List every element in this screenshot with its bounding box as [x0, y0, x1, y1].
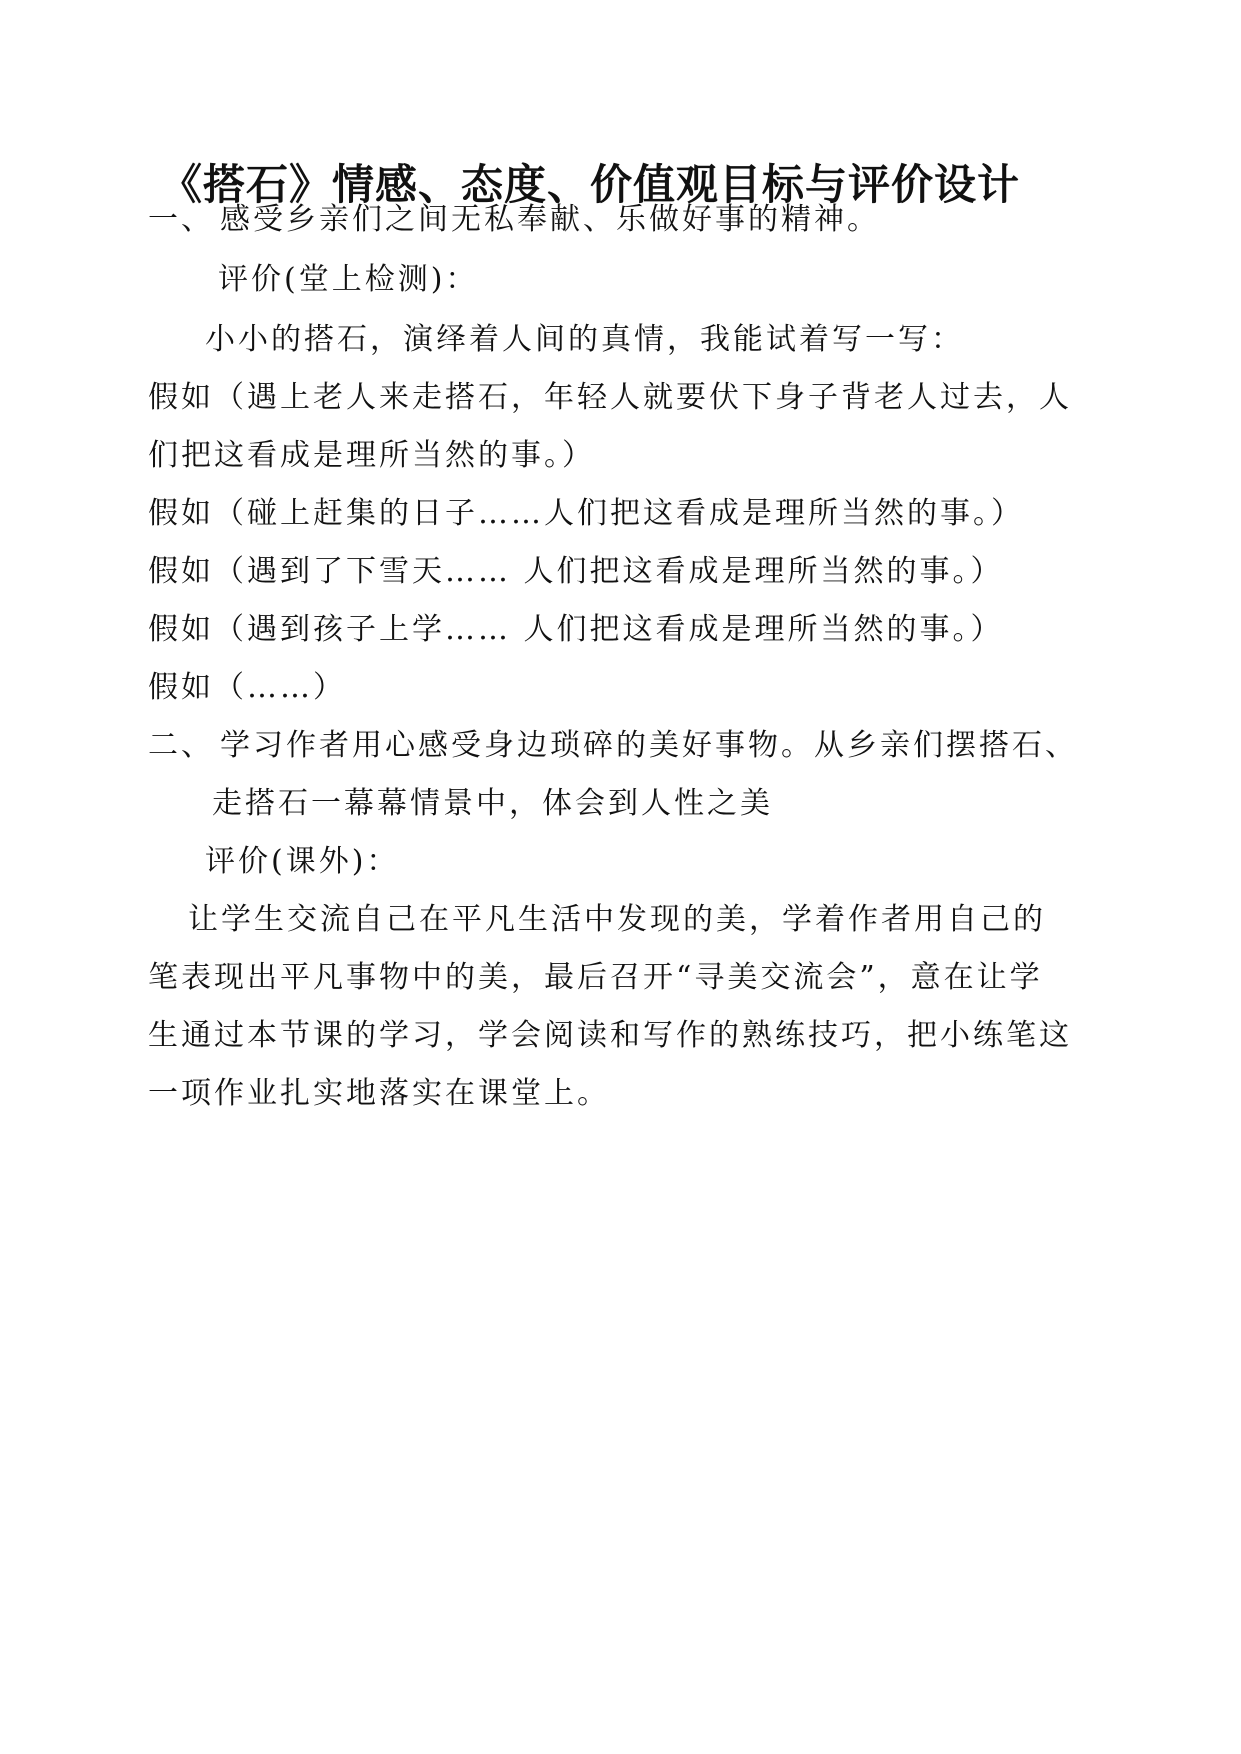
section2-number: 二、	[148, 728, 214, 763]
section1-heading: 感受乡亲们之间无私奉献、乐做好事的精神。	[220, 202, 880, 237]
section2-heading-line2: 走搭石一幕幕情景中，体会到人性之美	[212, 786, 773, 821]
section2-heading-row	[148, 726, 1078, 766]
section1-line: 假如（遇上老人来走搭石，年轻人就要伏下身子背老人过去，人	[148, 380, 1072, 415]
section1-line: 们把这看成是理所当然的事。）	[148, 438, 595, 473]
section2-body-line: 笔表现出平凡事物中的美，最后召开“寻美交流会”，意在让学	[148, 960, 1043, 995]
section1-line: 假如（碰上赶集的日子……人们把这看成是理所当然的事。）	[148, 496, 1024, 531]
section2-evaluation-label: 评价(课外)：	[205, 844, 400, 879]
section1-heading-row	[148, 200, 880, 240]
section1-line: 假如（……）	[148, 670, 346, 705]
section1-line: 假如（遇到了下雪天…… 人们把这看成是理所当然的事。）	[148, 554, 1004, 589]
section1-line: 假如（遇到孩子上学…… 人们把这看成是理所当然的事。）	[148, 612, 1004, 647]
document-title: 《搭石》情感、态度、价值观目标与评价设计	[160, 160, 1021, 209]
section1-evaluation-label: 评价(堂上检测)：	[218, 262, 479, 297]
section1-number: 一、	[148, 202, 214, 237]
section1-intro: 小小的搭石，演绎着人间的真情，我能试着写一写：	[205, 322, 964, 357]
section2-body-line: 生通过本节课的学习，学会阅读和写作的熟练技巧，把小练笔这	[148, 1018, 1072, 1053]
section2-body-line: 一项作业扎实地落实在课堂上。	[148, 1076, 610, 1111]
section2-heading-line1: 学习作者用心感受身边琐碎的美好事物。从乡亲们摆搭石、	[220, 728, 1078, 763]
section2-body-line: 让学生交流自己在平凡生活中发现的美，学着作者用自己的	[188, 902, 1046, 937]
